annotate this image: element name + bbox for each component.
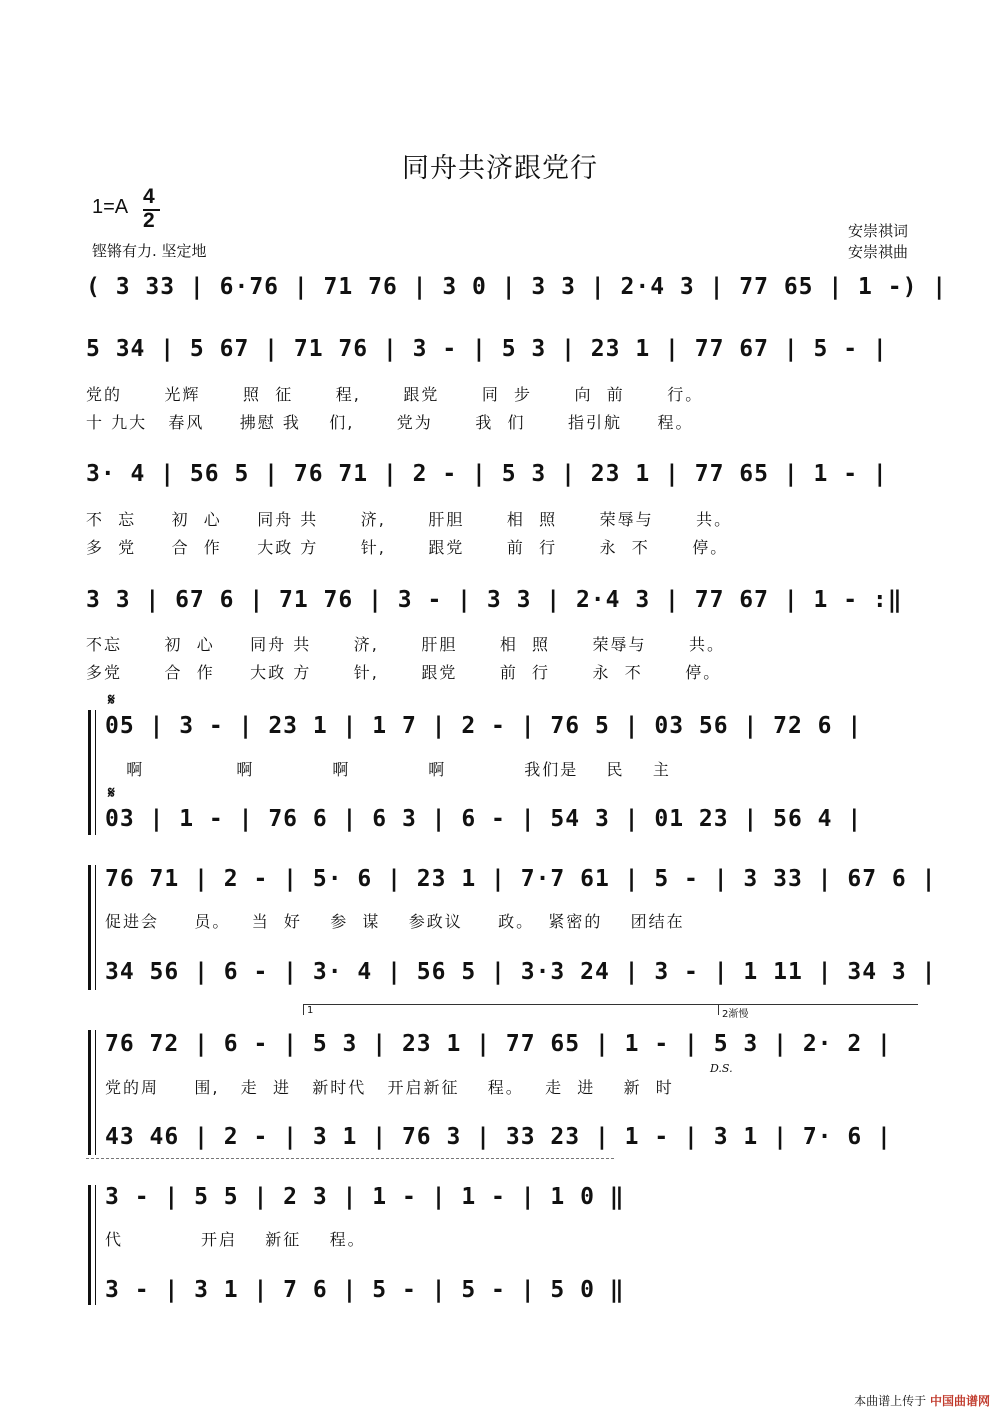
- system-brace-1: [88, 710, 91, 835]
- system-3-lyrics: 党的周 围, 走 进 新时代 开启新征 程。 走 进 新 时: [105, 1078, 674, 1097]
- system-1-upper-notes: 05 | 3 - | 23 1 | 1 7 | 2 - | 76 5 | 03 56 | 72 6 |: [105, 713, 863, 739]
- system-3-upper-notes: 76 72 | 6 - | 5 3 | 23 1 | 77 65 | 1 - | 5 3 | 2· 2 |: [105, 1031, 892, 1057]
- segno-sign-upper: 𝄋: [108, 690, 115, 709]
- key-signature: 1=A: [92, 196, 129, 218]
- lyrics-row-3-verse-1: 不 忘 初 心 同舟 共 济, 肝胆 相 照 荣辱与 共。: [86, 510, 733, 529]
- system-brace-thin-1: [95, 710, 96, 835]
- system-brace-3: [88, 1030, 91, 1155]
- lyrics-row-2-verse-1: 党的 光辉 照 征 程, 跟党 同 步 向 前 行。: [86, 385, 704, 404]
- notation-row-4: 3 3 | 67 6 | 71 76 | 3 - | 3 3 | 2·4 3 | 77 67 | 1 - :‖: [86, 587, 903, 613]
- lyrics-row-2-verse-2: 十 九大 春风 拂慰 我 们, 党为 我 们 指引航 程。: [86, 413, 694, 432]
- system-2-upper-notes: 76 71 | 2 - | 5· 6 | 23 1 | 7·7 61 | 5 - | 3 33 | 67 6 |: [105, 866, 937, 892]
- lyrics-row-3-verse-2: 多 党 合 作 大政 方 针, 跟党 前 行 永 不 停。: [86, 538, 729, 557]
- system-brace-thin-3: [95, 1030, 96, 1155]
- system-4-lower-notes: 3 - | 3 1 | 7 6 | 5 - | 5 - | 5 0 ‖: [105, 1277, 625, 1303]
- system-4-lyrics: 代 开启 新征 程。: [105, 1230, 366, 1249]
- footer-prefix: 本曲谱上传于: [854, 1394, 927, 1408]
- notation-row-3: 3· 4 | 56 5 | 76 71 | 2 - | 5 3 | 23 1 | 77 65 | 1 - |: [86, 461, 888, 487]
- system-1-lyrics: 啊 啊 啊 啊 我们是 民 主: [105, 760, 671, 779]
- system-brace-4: [88, 1185, 91, 1305]
- coda-divider-line: [86, 1158, 614, 1159]
- page-title: 同舟共济跟党行: [402, 153, 598, 184]
- system-brace-2: [88, 865, 91, 990]
- lyrics-row-4-verse-2: 多党 合 作 大政 方 针, 跟党 前 行 永 不 停。: [86, 663, 722, 682]
- notation-row-2: 5 34 | 5 67 | 71 76 | 3 - | 5 3 | 23 1 | 77 67 | 5 - |: [86, 336, 888, 362]
- time-signature-top: 4: [143, 185, 155, 208]
- dal-segno-marking: D.S.: [710, 1062, 733, 1075]
- system-brace-thin-4: [95, 1185, 96, 1305]
- tempo-marking: 铿锵有力. 坚定地: [92, 242, 207, 260]
- site-logo-text[interactable]: 中国曲谱网: [929, 1394, 990, 1408]
- system-1-lower-notes: 03 | 1 - | 76 6 | 6 3 | 6 - | 54 3 | 01 23 | 56 4 |: [105, 806, 863, 832]
- notation-row-1: ( 3 33 | 6·76 | 71 76 | 3 0 | 3 3 | 2·4 3 | 77 65 | 1 -) |: [86, 274, 948, 300]
- lyrics-row-4-verse-1: 不忘 初 心 同舟 共 济, 肝胆 相 照 荣辱与 共。: [86, 635, 726, 654]
- system-2-lyrics: 促进会 员。 当 好 参 谋 参政议 政。 紧密的 团结在: [105, 912, 685, 931]
- system-3-lower-notes: 43 46 | 2 - | 3 1 | 76 3 | 33 23 | 1 - | 3 1 | 7· 6 |: [105, 1124, 892, 1150]
- time-signature-bottom: 2: [143, 209, 155, 232]
- volta-first-ending: 1: [303, 1004, 719, 1015]
- segno-sign-lower: 𝄋: [108, 783, 115, 802]
- lyricist-credit: 安崇祺词: [848, 222, 909, 240]
- system-4-upper-notes: 3 - | 5 5 | 2 3 | 1 - | 1 - | 1 0 ‖: [105, 1184, 625, 1210]
- system-brace-thin-2: [95, 865, 96, 990]
- volta-second-ending: 2渐慢: [718, 1004, 918, 1015]
- system-2-lower-notes: 34 56 | 6 - | 3· 4 | 56 5 | 3·3 24 | 3 - | 1 11 | 34 3 |: [105, 959, 937, 985]
- footer-credit: [854, 1392, 990, 1409]
- composer-credit: 安崇祺曲: [848, 243, 909, 261]
